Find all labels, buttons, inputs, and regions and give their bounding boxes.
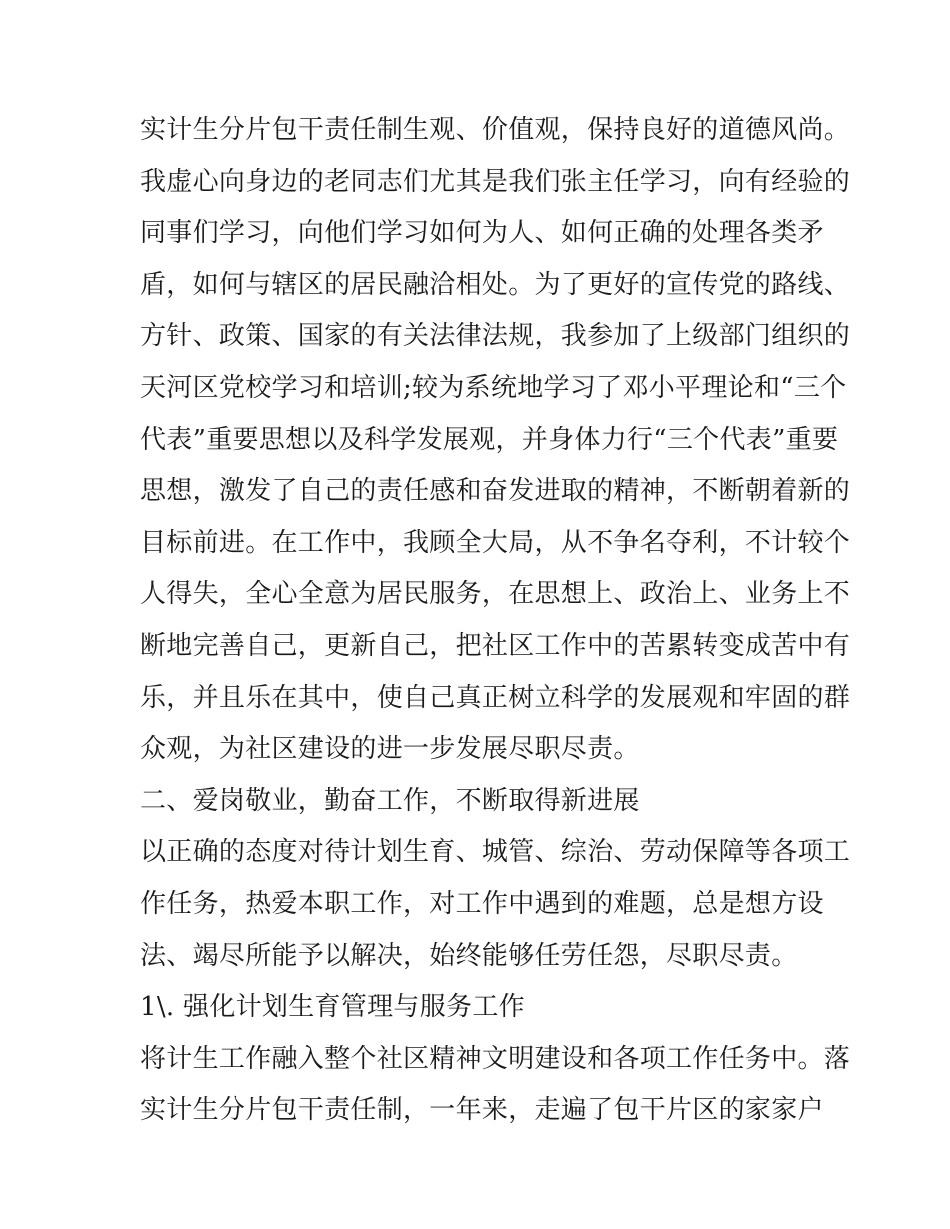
text-line: 目标前进。在工作中，我顾全大局，从不争名夺利，不计较个	[140, 527, 851, 558]
text-line: 方针、政策、国家的有关法律法规，我参加了上级部门组织的	[140, 321, 851, 352]
text-line: 以正确的态度对待计划生育、城管、综治、劳动保障等各项工	[140, 837, 851, 868]
text-line: 法、竭尽所能予以解决，始终能够任劳任怨，尽职尽责。	[140, 940, 798, 971]
section-heading: 二、爱岗敬业，勤奋工作，不断取得新进展	[140, 785, 640, 816]
text-line: 将计生工作融入整个社区精神文明建设和各项工作任务中。落	[140, 1043, 851, 1074]
subsection-heading: 1\. 强化计划生育管理与服务工作	[140, 992, 525, 1023]
text-line: 思想，激发了自己的责任感和奋发进取的精神，不断朝着新的	[140, 476, 851, 507]
text-line: 乐，并且乐在其中，使自己真正树立科学的发展观和牢固的群	[140, 682, 851, 713]
text-line: 盾，如何与辖区的居民融洽相处。为了更好的宣传党的路线、	[140, 269, 851, 300]
text-line: 众观，为社区建设的进一步发展尽职尽责。	[140, 734, 640, 765]
text-line: 实计生分片包干责任制生观、价值观，保持良好的道德风尚。	[140, 115, 851, 145]
text-line: 我虚心向身边的老同志们尤其是我们张主任学习，向有经验的	[140, 166, 851, 197]
text-line: 天河区党校学习和培训;较为系统地学习了邓小平理论和“三个	[140, 372, 847, 403]
text-line: 人得失，全心全意为居民服务，在思想上、政治上、业务上不	[140, 579, 851, 610]
body-text	[140, 105, 851, 1137]
text-line: 同事们学习，向他们学习如何为人、如何正确的处理各类矛	[140, 218, 824, 249]
text-line: 断地完善自己，更新自己，把社区工作中的苦累转变成苦中有	[140, 630, 851, 661]
text-line: 作任务，热爱本职工作，对工作中遇到的难题，总是想方设	[140, 888, 824, 919]
text-line: 代表”重要思想以及科学发展观，并身体力行“三个代表”重要	[140, 424, 839, 455]
text-line: 实计生分片包干责任制，一年来，走遍了包干片区的家家户	[140, 1095, 824, 1126]
